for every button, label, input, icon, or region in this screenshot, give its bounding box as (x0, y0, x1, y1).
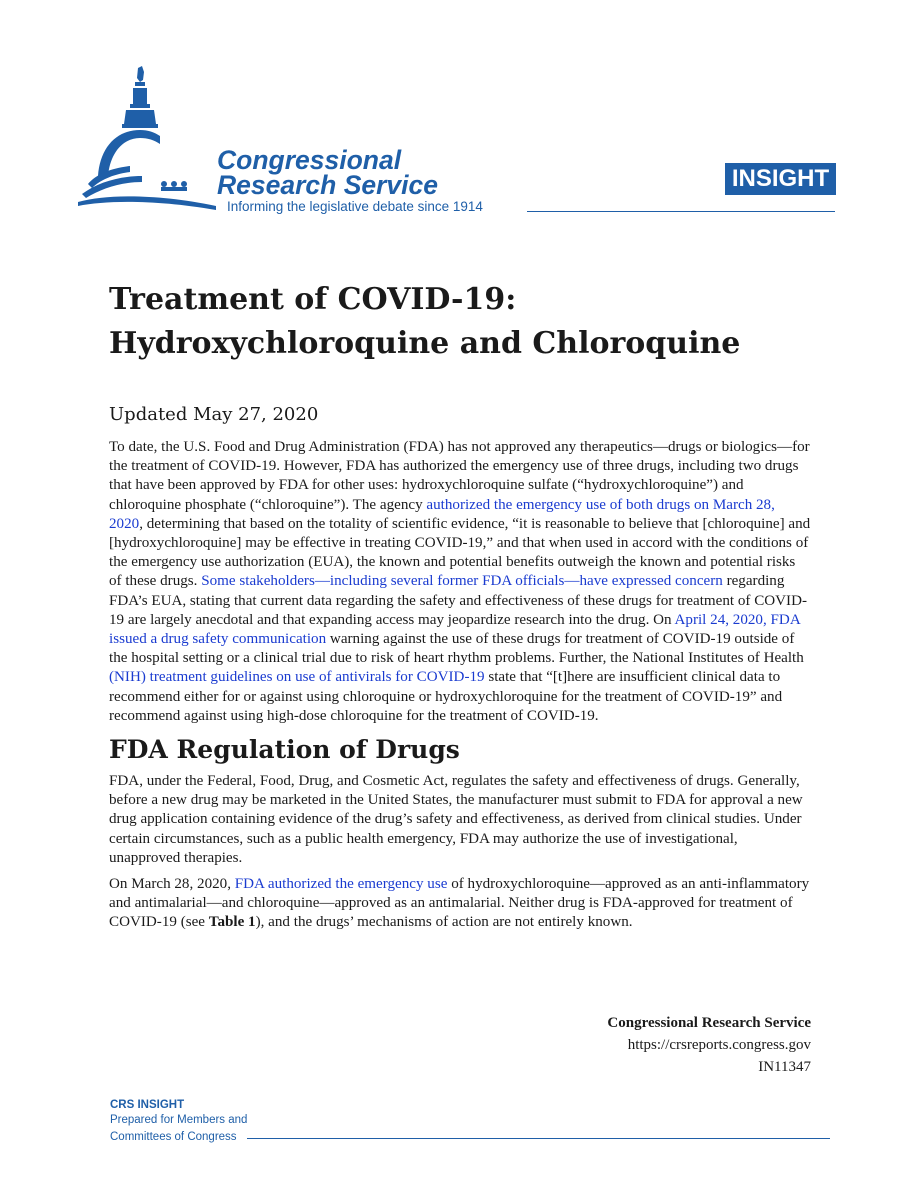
section-p2-text-2: of hydroxychloroquine—approved as an anti-inflammatory and antimalarial—and chloroquine—approved as an antimalarial. Neither drug is FDA-approved for treatment of COVID-19 (see (109, 876, 810, 931)
doc-info-org: Congressional Research Service (607, 1015, 811, 1031)
intro-text-2: , determining that based on the totality of scientific evidence, “it is reasonable to believe that [chloroquine] and [hydroxychloroquine] may be effective in treating COVID-19,” and that when used in accord with the conditions of the emergency use authorization (EUA), the known and potential benefits outweigh the known and potential risks of these drugs. (109, 515, 811, 590)
updated-date: Updated May 27, 2020 (109, 404, 319, 425)
doc-info-url: https://crsreports.congress.gov (627, 1037, 811, 1053)
link-nih-guidelines[interactable]: (NIH) treatment guidelines on use of antivirals for COVID-19 (109, 669, 485, 686)
intro-text-4: warning against the use of these drugs for treatment of COVID-19 outside of the hospital setting or a clinical trial due to risk of heart rhythm problems. Further, the National Institutes of Health (109, 631, 804, 667)
brand-name-line2: Research Service (217, 170, 438, 200)
insight-badge: INSIGHT (725, 163, 836, 195)
doc-info-id: IN11347 (758, 1059, 811, 1075)
intro-paragraph (109, 438, 811, 726)
footer-title: CRS INSIGHT (110, 1099, 185, 1111)
document-body (109, 438, 811, 940)
page-footer (110, 1099, 835, 1149)
document-title: Treatment of COVID-19: Hydroxychloroquine and Chloroquine (109, 282, 741, 361)
section-p2-text-3: ), and the drugs’ mechanisms of action are not entirely known. (255, 914, 633, 931)
brand-tagline: Informing the legislative debate since 1914 (227, 199, 483, 214)
footer-line-2: Committees of Congress (110, 1131, 237, 1143)
section-heading-fda-regulation: FDA Regulation of Drugs (109, 735, 460, 765)
table-reference: Table 1 (208, 914, 256, 931)
link-drug-safety-communication[interactable]: April 24, 2020, FDA issued a drug safety communication (109, 611, 800, 648)
intro-text-1: To date, the U.S. Food and Drug Administration (FDA) has not approved any therapeutics—drugs or biologics—for the treatment of COVID-19. However, FDA has authorized the emergency use of three drugs, including two drugs that have been approved by FDA for other uses: hydroxychloroquine sulfate (“hydroxychloroquine”) and chloroquine phosphate (“chloroquine”). The agency (109, 439, 810, 513)
link-eua-march-28[interactable]: authorized the emergency use of both drugs on March 28, 2020 (109, 496, 775, 532)
footer-line-1: Prepared for Members and (110, 1114, 248, 1126)
section-paragraph-1: FDA, under the Federal, Food, Drug, and Cosmetic Act, regulates the safety and effectiveness of drugs. Generally, before a new drug may be marketed in the United States, the manufacturer must submit to FDA for approval a new drug application containing evidence of the drug’s safety and effectiveness, as derived from clinical studies. Under certain circumstances, such as a public health emergency, FDA may authorize the use of investigational, unapproved therapies. (109, 773, 803, 866)
section-p2-text-1: On March 28, 2020, (109, 876, 235, 893)
section-paragraph-2 (109, 875, 811, 933)
page-header (0, 0, 920, 230)
tagline-divider (527, 211, 835, 212)
intro-text-3: regarding FDA’s EUA, stating that current data regarding the safety and effectiveness of these drugs for treatment of COVID-19 are largely anecdotal and that expanding access may jeopardize research into the drug. On (109, 573, 808, 628)
footer-divider (247, 1138, 830, 1139)
document-info (607, 1012, 811, 1078)
capitol-dome-logo-icon (78, 64, 218, 214)
brand-name-line1: Congressional (217, 145, 402, 175)
link-stakeholders-concern[interactable]: Some stakeholders—including several former FDA officials—have expressed concern (201, 573, 723, 590)
intro-text-5: state that “[t]here are insufficient clinical data to recommend either for or against using chloroquine or hydroxychloroquine for the treatment of COVID-19” and recommend against using high-dose chloroquine for the treatment of COVID-19. (109, 669, 783, 724)
link-fda-authorized-emergency-use[interactable]: FDA authorized the emergency use (234, 876, 448, 893)
